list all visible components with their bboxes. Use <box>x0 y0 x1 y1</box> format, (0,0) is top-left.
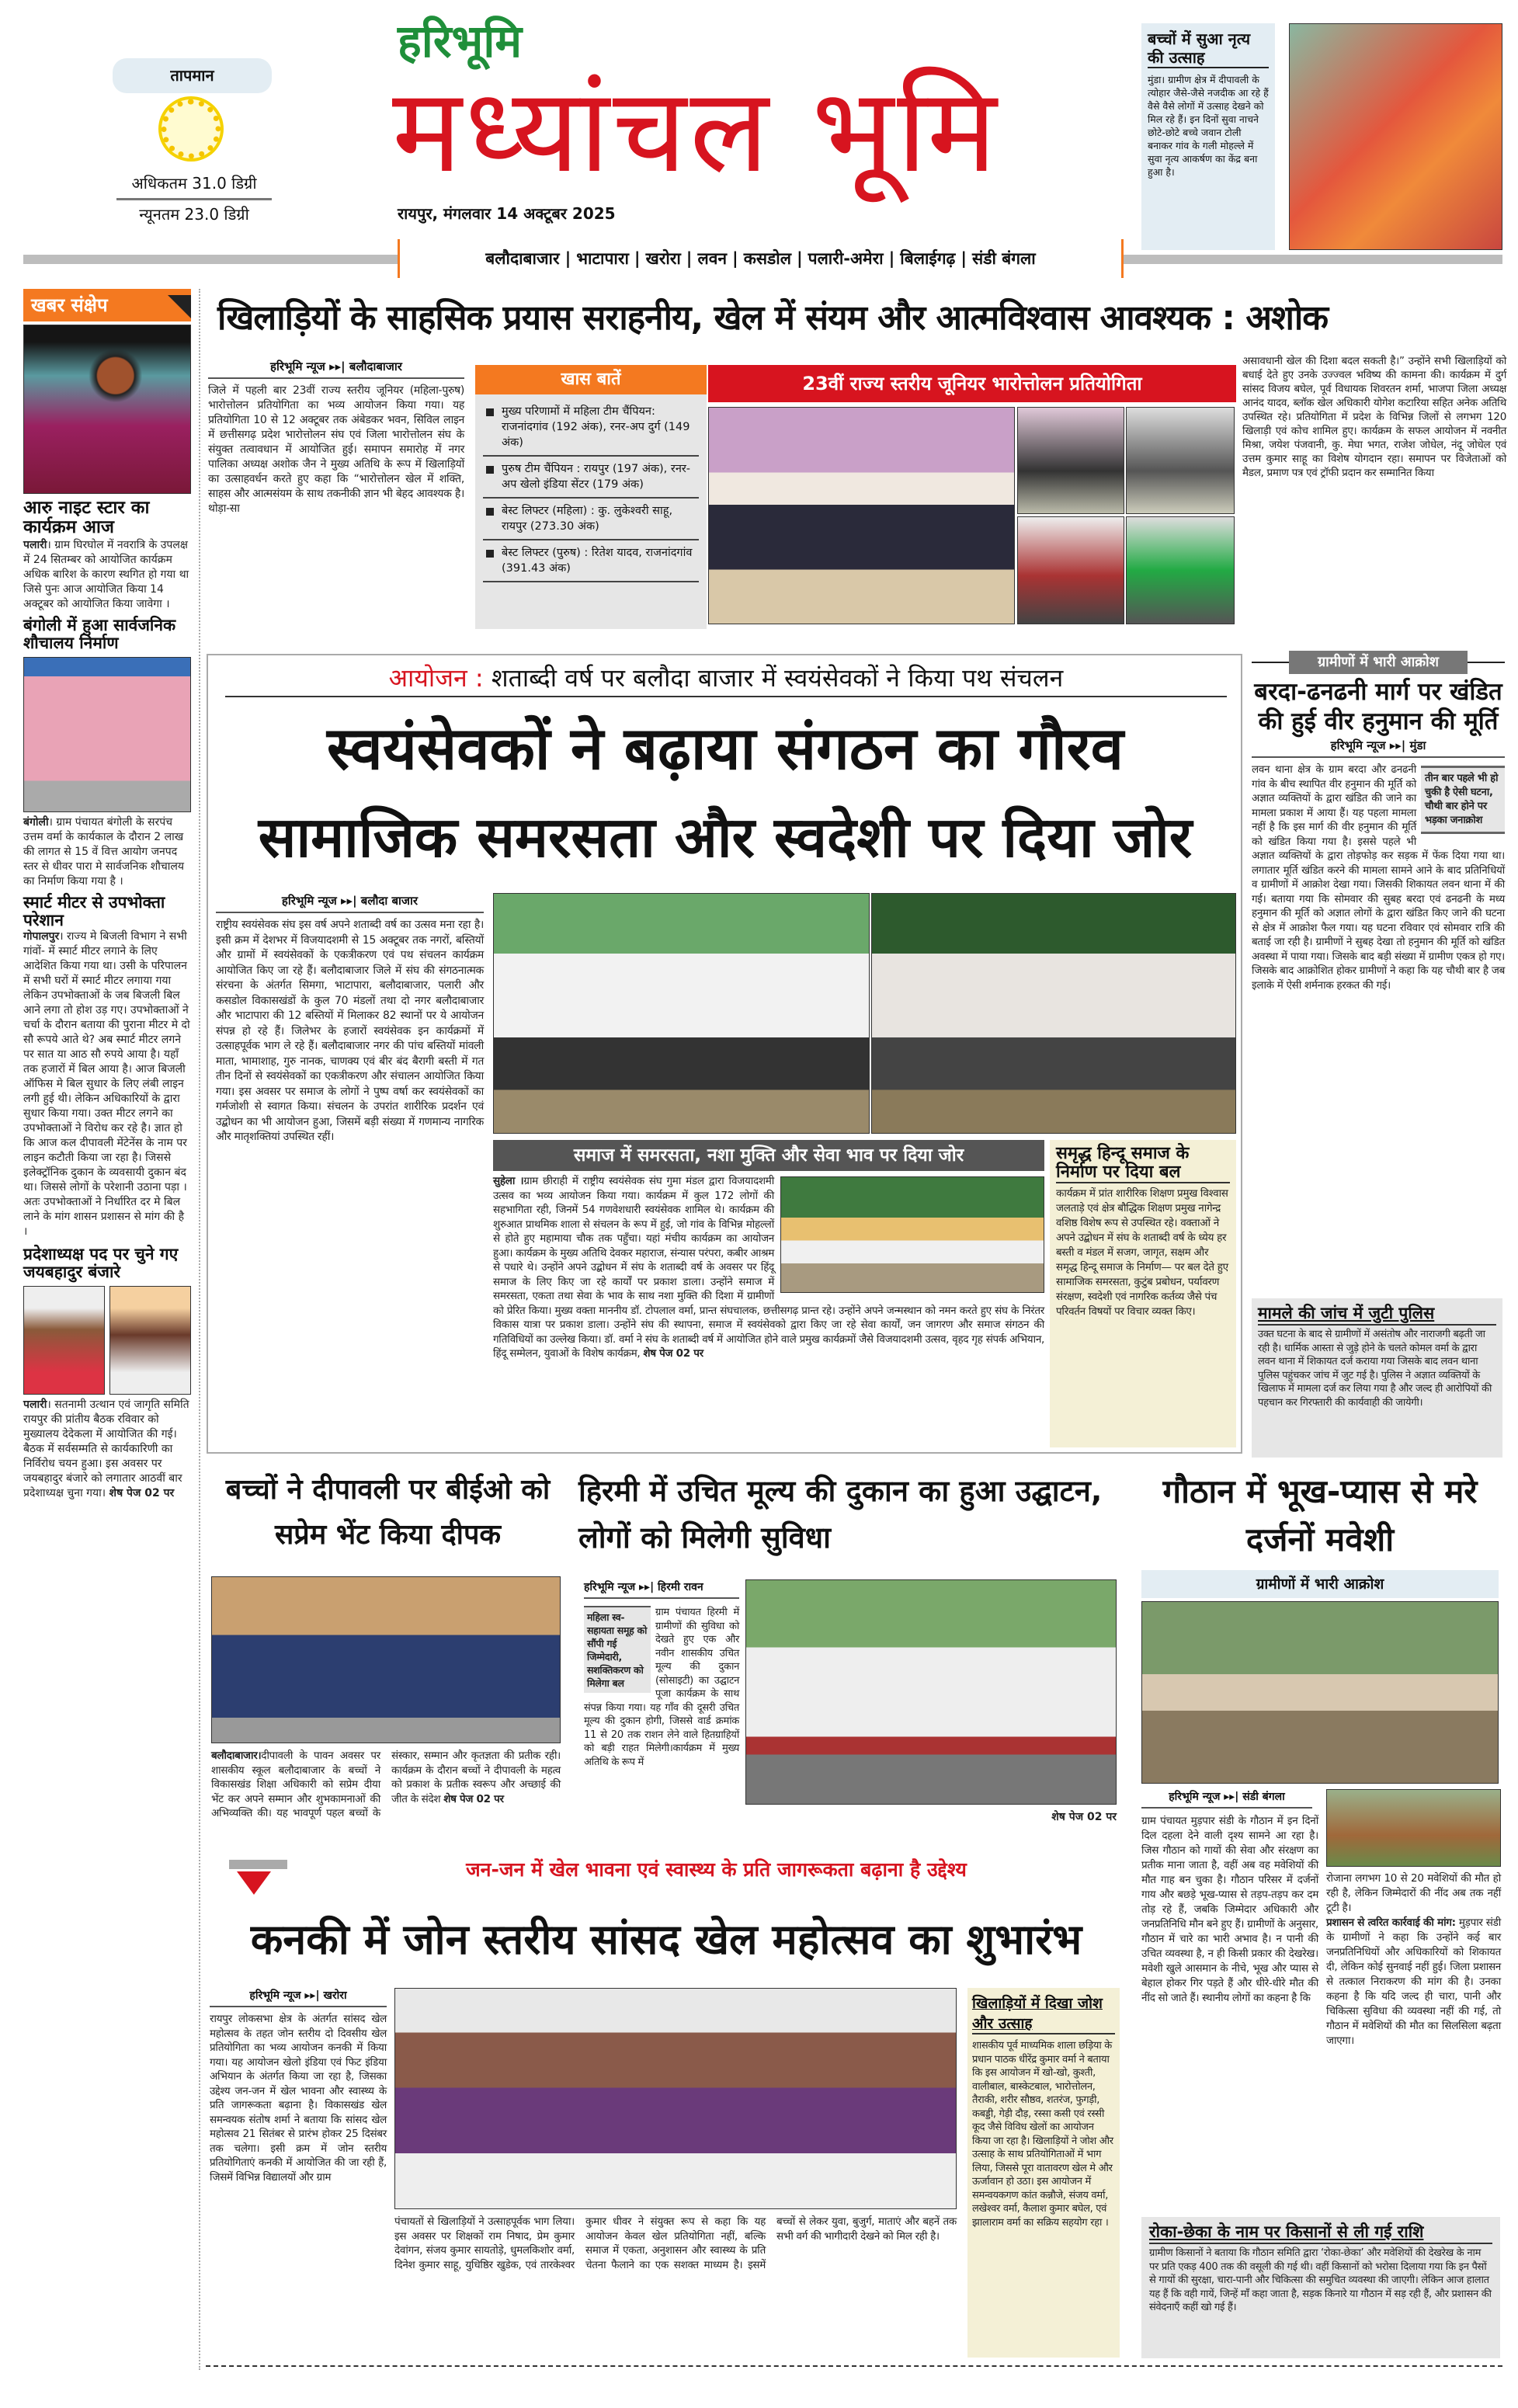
sub-story-text: सुहेला ।ग्राम छीराही में राष्ट्रीय स्वयंसेवक संघ गुमा मंडल द्वारा विजयादशमी उत्सव का भव्य आयोजन किया गया। कार्यक्रम में कुल 172 लोगों की सहभागिता रही, जिनमें 54 गणवेशधारी स्वयंसेवक शामिल थे। कार्यक्रम की शुरुआत प्राथमिक शाला से संचलन के रूप में हुई, जो गांव के विभिन्न मोहल्लों से होते हुए महामाया चौक तक पहुँचा। यहां मंचीय कार्यक्रम का आयोजन हुआ। कार्यक्रम के मुख्य अतिथि देवकर महाराज, संन्यास परंपरा, कबीर आश्रम से पधारे थे। उन्होंने अपने उद्बोधन में संघ के शताब्दी वर्ष के अवसर पर हिंदू समाज के लिए किए जा रहे कार्यों पर प्रकाश डाला। उन्होंने समाज में समरसता, एकता तथा सेवा के भाव के साथ नशा मुक्ति की दिशा में ग्रामीणों को प्रेरित किया। मुख्य वक्ता माननीय डॉ. टोपलाल वर्मा, प्रान्त संघचालक, छत्तीसगढ़ प्रान्त रहे। उन्होंने अपने जन्मस्थान को नमन करते हुए संघ के निरंतर विकास यात्रा पर प्रकाश डाला। उन्होंने संघ की स्थापना, समाज में स्वयंसेवको द्वारा किए जा रहे सेवा कार्यों, जन जागरण और समाज संगठन की गतिविधियों का उल्लेख किया। डॉ. वर्मा ने संघ के शताब्दी वर्ष में आयोजित होने वाले प्रमुख कार्यक्रमों जैसे विजयादशमी उत्सव, वृहद गृह संपर्क अभियान, हिंदू सम्मेलन, युवाओं के विशेष कार्यक्रम, शेष पेज 02 पर <box>493 1175 1044 1360</box>
brief-title: स्मार्ट मीटर से उपभोक्ता परेशान <box>23 892 165 929</box>
brand-logo-small: हरिभूमि <box>398 15 523 68</box>
article-text: तीन बार पहले भी हो चुकी है ऐसी घटना, चौथी बार होने पर भड़का जनाक्रोश लवन थाना क्षेत्र के ग्राम बरदा और ढनढनी गांव के बीच स्थापित वीर हनुमान की मूर्ति को अज्ञात व्यक्तियों के द्वारा खंडित की जाने का मामला प्रकाश में आया हैं। यह पहला मामला नहीं है कि इस मार्ग की वीर हनुमान की मूर्ति को खंडित किया गया है। इससे पहले भी अज्ञात व्यक्तियों के द्वारा तोड़फोड़ कर सड़क में फेंक दिया गया था।लगातार मूर्ति खंडित करने की मामला सामने आने के बाद प्रतिनिधियों व ग्रामीणों में आक्रोश देखा गया। जिसकी शिकायत लवन थाना में की गई। बताया गया कि सोमवार की सुबह बरदा एवं ढनढनी के मध्य हनुमान की मूर्ति को अज्ञात लोगों के द्वारा खंडित किए जाने की घटना से क्षेत्र में आक्रोश फैल गया। यह घटना रविवार एवं सोमवार रात्रि की बताई जा रही है। ग्रामीणों ने सुबह देखा तो हनुमान की मूर्ति को खंडित अवस्था में पाया गया। जिसके बाद बड़ी संख्या में ग्रामीण एकत्र हो गए। जिसके बाद आक्रोशित होकर ग्रामीणों ने कहा कि यह चौथी बार है जब इलाके में ऐसी शर्मनाक हरकत की गई। <box>1252 763 1505 992</box>
byline: हरिभूमि न्यूज ▸▸| बलौदा बाजार <box>216 893 484 913</box>
article-text-cont <box>745 1809 1117 1825</box>
singer-photo <box>23 325 191 494</box>
nav-separator: | <box>732 249 738 268</box>
sidebar-text: कार्यक्रम में प्रांत शारीरिक शिक्षण प्रमुख विश्वास जलताड़े एवं क्षेत्र बौद्धिक शिक्षण प्रमुख नागेन्द्र वशिष्ठ विशेष रूप से उपस्थित रहे। वक्ताओं ने अपने उद्बोधन में संघ के शताब्दी वर्ष के ध्येय हर बस्ती व मंडल में सजग, जागृत, सक्षम और समृद्ध हिन्दू समाज के निर्माण— पर बल देते हुए सामाजिक समरसता, कुटुंब प्रबोधन, पर्यावरण संरक्षण, स्वदेशी एवं नागरिक कर्तव्य जैसे पंच परिवर्तन विषयों पर विचार व्यक्त किए। <box>1056 1187 1228 1319</box>
box-title: मामले की जांच में जुटी पुलिस <box>1258 1302 1496 1326</box>
nav-separator: | <box>960 249 967 268</box>
byline: हरिभूमि न्यूज ▸▸| संडी बंगला <box>1141 1789 1312 1809</box>
portrait-photo <box>109 1286 191 1395</box>
gray-rule <box>229 1860 287 1869</box>
column-divider <box>199 289 200 2370</box>
byline: हरिभूमि न्यूज ▸▸| मुंडा <box>1252 738 1505 758</box>
nav-separator: | <box>564 249 571 268</box>
story6-headline: गौठान में भूख-प्यास से मरे दर्जनों मवेशी <box>1162 1472 1478 1558</box>
weightlifting-group-photo <box>708 407 1015 624</box>
lead-headline: खिलाड़ियों के साहसिक प्रयास सराहनीय, खेल में संयम और आत्मविश्वास आवश्यक : अशोक <box>217 298 1329 338</box>
box-text: उक्त घटना के बाद से ग्रामीणों में असंतोष और नाराजगी बढ़ती जा रही है। धार्मिक आस्ता से जुड़े होने के चलते कोमल वर्मा के द्वारा लवन थाना में शिकायत दर्ज कराया गया जिसके बाद लवन थाना पुलिस पहुंचकर जांच में जुट गई है। पुलिस ने अज्ञात व्यक्तियों के खिलाफ में मामला दर्ज कर लिया गया है और जल्द ही आरोपियों की पहचान कर गिरफ्तारी की कार्यवाही की जायेगी। <box>1258 1329 1492 1409</box>
nav-item[interactable]: पलारी-अमेरा <box>808 249 884 268</box>
sports-festival-photo <box>394 1988 957 2209</box>
story7-headline: कनकी में जोन स्तरीय सांसद खेल महोत्सव का शुभारंभ <box>250 1915 1082 1964</box>
continued-link[interactable]: शेष पेज 02 पर <box>1051 1811 1117 1823</box>
story4-headline: बच्चों ने दीपावली पर बीईओ को सप्रेम भेंट किया दीपक <box>225 1474 551 1551</box>
article-text: रोजाना लगभग 10 से 20 मवेशियों की मौत हो रही है, लेकिन जिम्मेदारों की नींद अब तक नहीं टूटी है। प्रशासन से त्वरित कार्रवाई की मांग: मुड़पार संडी के ग्रामीणों ने कहा कि उन्होंने कई बार जनप्रतिनिधियों और अधिकारियों को शिकायत दी, लेकिन कोई सुनवाई नहीं हुई। जिला प्रशासन से तत्काल निराकरण की मांग की है। उनका कहना है कि यदि जल्द ही चारा, पानी और चिकित्सा सुविधा की व्यवस्था नहीं की गई, तो गौठान में मवेशियों की मौत का सिलसिला बढ़ता जाएगा। <box>1326 1872 1501 2047</box>
continued-link[interactable]: शेष पेज 02 पर <box>643 1347 703 1360</box>
students-photo <box>211 1576 561 1743</box>
box-title: खिलाड़ियों में दिखा जोश और उत्साह <box>972 1993 1115 2034</box>
box-text: ग्रामीण किसानों ने बताया कि गौठान समिति द्वारा ‘रोका-छेका’ और मवेशियों की देखरेख के नाम पर प्रति एकड़ 400 तक की वसूली की गई थी। वहीं किसानों को भरोसा दिलाया गया कि इन पैसों से गायों की सुरक्षा, चारा-पानी और चिकित्सा की समुचित व्यवस्था की जाएगी। लेकिन आज हालात यह हैं कि वही गायें, जिन्हें माँ कहा जाता है, सड़क किनारे या गौठान में सड़ रही हैं, और प्रशासन की संवेदनाएँ कहीं खो गई हैं। <box>1149 2247 1492 2313</box>
story-kicker: ग्रामीणों में भारी आक्रोश <box>1141 1570 1499 1598</box>
brief-place: पलारी <box>23 538 47 551</box>
sub-story-bar: समाज में समरसता, नशा मुक्ति और सेवा भाव पर दिया जोर <box>493 1140 1044 1171</box>
box-text: शासकीय पूर्व माध्यमिक शाला छड़िया के प्रधान पाठक धीरेंद्र कुमार वर्मा ने बताया कि इस आयोजन में खो-खो, कुश्ती, वालीबाल, बास्केटबाल, भारोत्तोलन, तैराकी, शरीर सौष्ठव, शतरंज, फुगड़ी, कबड्डी, गेड़ी दौड़, रस्सा कसी एवं रस्सी कूद जैसे विविध खेलों का आयोजन किया जा रहा है। खिलाड़ियों ने जोश और उत्साह के साथ प्रतियोगिताओं में भाग लिया, जिससे पूरा वातावरण खेल मे और ऊर्जावान हो उठा। इस आयोजन में समन्वयकगण कांत कन्नौजे, संजय वर्मा, लखेश्वर वर्मा, कैलाश कुमार बघेल, एवं झालाराम वर्मा का सक्रिय सहयोग रहा । <box>972 2040 1113 2229</box>
brief-title: बंगोली में हुआ सार्वजनिक शौचालय निर्माण <box>23 615 176 652</box>
nav-item[interactable]: लवन <box>697 249 728 268</box>
article-text: महिला स्व-सहायता समूह को सौंपी गई जिम्मेदारी, सशक्तिकरण को मिलेगा बल ग्राम पंचायत हिरमी में ग्रामीणों की सुविधा को देखते हुए एक और नवीन शासकीय उचित मूल्य की दुकान (सोसाइटी) का उद्घाटन पूजा कार्यक्रम के साथ संपन्न किया गया। यह गाँव की दूसरी उचित मूल्य की दुकान होगी, जिससे वार्ड क्रमांक 11 से 20 तक राशन लेने वाले हितग्राहियों को बड़ी राहत मिलेगी।कार्यक्रम में मुख्य अतिथि के रूप में <box>584 1607 739 1768</box>
article-text: रायपुर लोकसभा क्षेत्र के अंतर्गत सांसद खेल महोत्सव के तहत जोन स्तरीय दो दिवसीय खेल प्रतियोगिता का भव्य आयोजन कनकी में किया गया। यह आयोजन खेलो इंडिया एवं फिट इंडिया अभियान के अंतर्गत किया जा रहा है, जिसका उद्देश्य जन-जन में खेल भावना और स्वास्थ्य के प्रति जागरूकता बढ़ाना है। विकासखंड खेल समन्वयक संतोष शर्मा ने बताया कि सांसद खेल महोत्सव 21 सितंबर से प्रारंभ होकर 25 दिसंबर तक चलेगा। इसी क्रम में जोन स्तरीय प्रतियोगिताएं कनकी में आयोजित की जा रही हैं, जिसमें विभिन्न विद्यालयों और ग्राम <box>210 2013 387 2184</box>
teaser-photo <box>1289 23 1502 250</box>
brief-title: प्रदेशाध्यक्ष पद पर चुने गए जयबहादुर बंजारे <box>23 1244 179 1282</box>
brand-logo: मध्यांचल भूमि <box>392 64 1000 199</box>
brief-place: पलारी <box>23 1399 47 1412</box>
nav-item[interactable]: बलौदाबाजार <box>485 249 560 268</box>
brief-text: । राज्य मे बिजली विभाग ने सभी गांवों- में स्मार्ट मीटर लगाने के लिए आदेशित किया गया था। उसी के परिपालन में सभी घरों में स्मार्ट मीटर लगाया गया लेकिन उपभोक्ताओं के जब बिजली बिल आने लगा तो होश उड़ गए। उपभोक्ताओं ने चर्चा के दौरान बताया की पुराना मीटर मे दो सौ रूपये आते थे? अब स्मार्ट मीटर लगने पर सात या आठ सौ रुपये आया है। यहाँ तक हजारों में बिल आया है। आज बिजली ऑफिस मे बिल सुधार के लिए लंबी लाइन लगी हुई थी। लेकिन अधिकारियों के द्वारा सुधार किया गया। उक्त मीटर लगने का उपभोक्ताओं ने विरोध कर रहे है। ज्ञात हो कि आज कल दीपावली मेंटेनेंस के नाम पर लाइन कटौती किया जा रहा है। जिससे इलेक्ट्रॉनिक दुकान के व्यवसायी दुकान बंद था। जिससे लोगों के परेशानी उठाना पड़ा । अतः उपभोक्ताओं ने निर्धारित दर मे बिल लाने के मांग शासन प्रशासन से मांग की है । <box>23 929 190 1238</box>
temperature-label: तापमान <box>113 58 272 93</box>
max-temperature: अधिकतम 31.0 डिग्री <box>116 172 272 200</box>
story7-body <box>210 1988 387 2184</box>
teaser-text: मुंडा। ग्रामीण क्षेत्र में दीपावली के त्योहार जैसे-जैसे नजदीक आ रहे हैं वैसे वैसे लोगों में उत्साह देखने को मिल रहे हैं। इन दिनों सुवा नाचने छोटे-छोटे बच्चे जवान टोली बनाकर गांव के गली मोहल्ले में सुवा नृत्य आकर्षण का केंद्र बना हुआ है। <box>1148 74 1269 178</box>
dateline: रायपुर, मंगलवार 14 अक्टूबर 2025 <box>398 204 616 223</box>
story5-headline: हिरमी में उचित मूल्य की दुकान का हुआ उद्घाटन, लोगों को मिलेगी सुविधा <box>578 1474 1103 1555</box>
weightlifting-photo <box>1126 516 1235 624</box>
portrait-photo <box>23 1286 105 1395</box>
edition-nav <box>398 239 1124 278</box>
nav-item[interactable]: खरोरा <box>645 249 681 268</box>
byline: हरिभूमि न्यूज ▸▸| बलौदाबाजार <box>208 359 464 379</box>
byline: हरिभूमि न्यूज ▸▸| खरोरा <box>210 1988 387 2007</box>
volunteers-march-photo <box>493 893 870 1134</box>
article-text: राष्ट्रीय स्वयंसेवक संघ इस वर्ष अपने शताब्दी वर्ष का उत्सव मना रहा है। इसी क्रम में देशभर में विजयादशमी से 15 अक्टूबर तक नगरों, बस्तियों और ग्रामों में स्वयंसेवकों के एकत्रीकरण एवं पथ संचलन कार्यक्रम आयोजित किए जा रहे हैं। बलौदाबाजार जिले में संघ की संगठनात्मक संरचना के अंतर्गत सिमगा, भाटापारा, बलौदाबाजार, पलारी और कसडोल विकासखंडों के कुल 70 मंडलों तथा दो नगर बलौदाबाजार और भाटापारा की 12 बस्तियों में मिलाकर 82 स्थानों पर ये आयोजन संपन्न हो रहे हैं। जिलेभर के हजारों स्वयंसेवक इन कार्यक्रमों में उत्साहपूर्वक भाग ले रहे हैं। बलौदाबाजार नगर की पांच बस्तियों मांवली माता, भामाशाह, गुरु नानक, चाणक्य एवं बीर बंद बैरागी बस्ती में गत तीन दिनों से स्वयंसेवकों का एकत्रीकरण और संचालन आयोजित किया गया। इस अवसर पर समाज के लोगों ने पुष्प वर्षा कर स्वयंसेवकों का गर्मजोशी से स्वागत किया। संचलन के उपरांत शारीरिक प्रदर्शन एवं उद्बोधन का भी आयोजन हुआ, जिसमें बड़ी संख्या में गणमान्य नागरिक और मातृशक्तियां उपस्थित रहीं। <box>216 919 484 1143</box>
key-point: बेस्ट लिफ्टर (महिला) : कु. लुकेश्वरी साहू, रायपुर (273.30 अंक) <box>483 499 699 540</box>
article-text: पंचायतों से खिलाड़ियों ने उत्साहपूर्वक भाग लिया। इस अवसर पर शिक्षकों राम निषाद, प्रेम कुमार देवांगन, संजय कुमार सायतोड़े, धुमलकिशोर वर्मा, दिनेश कुमार साहू, युधिष्ठिर खुडेक, एवं तारकेश्वर कुमार धीवर ने संयुक्त रूप से कहा कि यह आयोजन केवल खेल प्रतियोगिता नहीं, बल्कि समाज में एकता, अनुशासन और स्वास्थ्य के प्रति चेतना फैलाने का एक सशक्त माध्यम है। इसमें बच्चों से लेकर युवा, बुजुर्ग, माताएं और बहनें तक सभी वर्ग की भागीदारी देखने को मिल रही है। <box>394 2215 957 2271</box>
shop-inauguration-photo <box>745 1579 1117 1805</box>
continued-link[interactable]: शेष पेज 02 पर <box>443 1792 504 1805</box>
corner-triangle-icon <box>168 295 191 318</box>
nav-item[interactable]: बिलाईगढ़ <box>900 249 956 268</box>
subhead: प्रशासन से त्वरित कार्रवाई की मांग: <box>1326 1916 1456 1929</box>
key-point: बेस्ट लिफ्टर (पुरुष) : रितेश यादव, राजनांदगांव (391.43 अंक) <box>483 540 699 582</box>
brief-place: बंगोली <box>23 815 49 829</box>
police-box <box>1252 1298 1502 1458</box>
nav-separator: | <box>634 249 641 268</box>
story3 <box>1252 651 1505 992</box>
key-point: मुख्य परिणामों में महिला टीम चैंपियन: राजनांदगांव (192 अंक), रनर-अप दुर्ग (149 अंक) <box>483 399 699 457</box>
brief-place: गोपालपुर <box>23 929 60 943</box>
weightlifting-photo <box>1017 516 1124 624</box>
weightlifting-photo <box>1017 407 1124 514</box>
key-points-header: खास बातें <box>475 365 707 394</box>
page-end-rule <box>206 2365 1502 2367</box>
brief-text: । ग्राम घिरघोल में नवरात्रि के उपलक्ष में 24 सितम्बर को आयोजित कार्यक्रम अधिक बारिश के कारण स्थगित हो गया था जिसे पुनः आज आयोजित किया 14 अक्टूबर को आयोजित किया जावेगा । <box>23 538 189 610</box>
dead-cattle-photo <box>1141 1601 1499 1784</box>
callout-box: तीन बार पहले भी हो चुकी है ऐसी घटना, चौथी बार होने पर भड़का जनाक्रोश <box>1421 766 1505 834</box>
feature-kicker <box>225 660 1227 697</box>
continued-link[interactable]: शेष पेज 02 पर <box>109 1487 175 1500</box>
sidebar-box <box>1050 1140 1236 1447</box>
toilet-photo <box>23 657 191 812</box>
photo-banner-title: 23वीं राज्य स्तरीय जूनियर भारोत्तोलन प्रतियोगिता <box>708 365 1236 402</box>
gauthan-photo <box>1326 1789 1501 1867</box>
sidebar-title: समृद्ध हिन्दू समाज के निर्माण पर दिया बल <box>1056 1145 1230 1183</box>
story1-body <box>208 359 464 516</box>
brief-title: आरु नाइट स्टार का कार्यक्रम आज <box>23 498 150 538</box>
story-kicker: ग्रामीणों में भारी आक्रोश <box>1289 651 1468 674</box>
box-title: रोका-छेका के नाम पर किसानों से ली गई राशि <box>1149 2221 1492 2244</box>
teaser-box[interactable] <box>1141 23 1275 250</box>
nav-item[interactable]: भाटापारा <box>576 249 629 268</box>
sun-icon <box>162 99 221 158</box>
news-brief-column <box>23 289 191 1501</box>
section-label: खबर संक्षेप <box>31 294 108 316</box>
brief-text: । ग्राम पंचायत बंगोली के सरपंच उत्तम वर्मा के कार्यकाल के दौरान 2 लाख की लागत से 15 वें वित्त आयोग जनपद स्तर से धीवर पारा मे सार्वजनिक शौचालय का निर्माण किया गया है । <box>23 815 185 888</box>
volunteers-march-photo <box>871 893 1236 1134</box>
teaser-title: बच्चों में सुआ नृत्य की उत्साह <box>1148 30 1269 68</box>
roka-cheka-box <box>1141 2217 1500 2358</box>
callout-box: महिला स्व-सहायता समूह को सौंपी गई जिम्मेदारी, सशक्तिकरण को मिलेगा बल <box>584 1606 651 1693</box>
article-text: असावधानी खेल की दिशा बदल सकती है।” उन्होंने सभी खिलाड़ियों को बधाई देते हुए उनके उज्ज्वल भविष्य की कामना की। कार्यक्रम में दुर्ग सांसद विजय बघेल, पूर्व विधायक शिवरतन शर्मा, भाजपा जिला अध्यक्ष आनंद यादव, ब्लॉक खेल अधिकारी योगेश कटारिया सहित अनेक अतिथि उपस्थित रहे। प्रतियोगिता में प्रदेश के विभिन्न जिलों से लगभग 120 खिलाड़ी एवं कोच शामिल हुए। कार्यक्रम के सफल आयोजन में नवनीत मिश्रा, जयेश पंजवानी, कु. मेघा भगत, राजेश जोधेल, नंदू जोधेल एवं उत्तम कुमार साहू का विशेष योगदान रहा। समापन पर विजेताओं को मैडल, प्रमाण पत्र एवं ट्रॉफी प्रदान कर सम्मानित किया <box>1242 355 1506 479</box>
article-text: बलौदाबाजार।दीपावली के पावन अवसर पर शासकीय स्कूल बलौदाबाजार के बच्चों ने विकासखंड शिक्षा अधिकारी को सप्रेम दीया भेंट कर अपने सम्मान और शुभकामनाओं की अभिव्यक्ति की। यह भावपूर्ण पहल बच्चों के संस्कार, सम्मान और कृतज्ञता की प्रतीक रही। कार्यक्रम के दौरान बच्चों ने दीपावली के महत्व को प्रकाश के प्रतीक स्वरूप और अच्छाई की जीत के संदेश शेष पेज 02 पर <box>211 1750 561 1819</box>
article-text: ग्राम पंचायत मुड़पार संडी के गौठान में इन दिनों दिल दहला देने वाली दृश्य सामने आ रहा है। जिस गौठान को गायों की सेवा और संरक्षण का प्रतीक माना जाता है, वहीं अब वह मवेशियों की मौत गाह बन चुका है। गौठान परिसर में दर्जनों गाय और बछड़े भूख-प्यास से तड़प-तड़प कर दम तोड़ रहे हैं, जबकि जिम्मेदार अधिकारी और जनप्रतिनिधि मौन बने हुए हैं। ग्रामीणों के अनुसार, गौठान में चारे का भारी अभाव है। न पानी की उचित व्यवस्था है, न ही किसी प्रकार की देखरेख। मवेशी खुले आसमान के नीचे, भूख और प्यास से बेहाल होकर गिर पड़ते हैं और धीरे-धीरे मौत की नींद सो जाते हैं। स्थानीय लोगों का कहना है कि <box>1141 1815 1318 2004</box>
nav-separator: | <box>888 249 895 268</box>
story5-byline: हरिभूमि न्यूज ▸▸| हिरमी रावन <box>584 1579 739 1604</box>
nav-item[interactable]: कसडोल <box>743 249 791 268</box>
news-brief-header <box>23 289 191 321</box>
nav-item[interactable]: संडी बंगला <box>972 249 1036 268</box>
article-text: जिले में पहली बार 23वीं राज्य स्तरीय जूनियर (महिला-पुरुष) भारोत्तोलन प्रतियोगिता का भव्य आयोजन किया गया। यह प्रतियोगिता 10 से 12 अक्टूबर तक अंबेडकर भवन, सिविल लाइन में छत्तीसगढ़ प्रदेश भारोत्तोलन संघ एवं जिला भारोत्तोलन संघ के संयुक्त तत्वावधान में आयोजित हुई। समापन समारोह में नगर पालिका अध्यक्ष अशोक जैन ने मुख्य अतिथि के रूप में खिलाड़ियों का उत्साहवर्धन करते हुए कहा कि “भारोत्तोलन खेल में शक्ति, साहस और आत्मसंयम के साथ तकनीकी ज्ञान भी बेहद आवश्यक है। थोड़ा-सा <box>208 384 464 515</box>
feature-headline: सामाजिक समरसता और स्वदेशी पर दिया जोर <box>258 804 1193 870</box>
kicker-label: आयोजन : <box>388 663 484 693</box>
story-headline: बरदा-ढनढनी मार्ग पर खंडित की हुई वीर हनुमान की मूर्ति <box>1254 678 1502 735</box>
story7-kicker: जन-जन में खेल भावना एवं स्वास्थ्य के प्रति जागरूकता बढ़ाना है उद्देश्य <box>466 1858 967 1881</box>
kicker-text: शताब्दी वर्ष पर बलौदा बाजार में स्वयंसेवकों ने किया पथ संचलन <box>491 663 1064 693</box>
chevron-down-icon <box>237 1871 271 1895</box>
weightlifting-photo <box>1126 407 1235 514</box>
story2-body <box>216 893 484 1145</box>
min-temperature: न्यूनतम 23.0 डिग्री <box>139 205 249 224</box>
key-points-box <box>475 365 707 629</box>
nav-separator: | <box>796 249 803 268</box>
feature-headline: स्वयंसेवकों ने बढ़ाया संगठन का गौरव <box>326 714 1124 783</box>
brief-text: । सतनामी उत्थान एवं जागृति समिति रायपुर की प्रांतीय बैठक रविवार को मुख्यालय देदेकला में आयोजित की गई। बैठक में सर्वसम्मति से कार्यकारिणी का निर्विरोध चयन हुआ। इस अवसर पर जयबहादुर बंजारे को लगातार आठवीं बार प्रदेशाध्यक्ष चुना गया। <box>23 1399 189 1500</box>
key-point: पुरुष टीम चैंपियन : रायपुर (197 अंक), रनर-अप खेलो इंडिया सेंटर (179 अंक) <box>483 457 699 499</box>
sidebar-box <box>967 1988 1120 2358</box>
nav-separator: | <box>686 249 693 268</box>
